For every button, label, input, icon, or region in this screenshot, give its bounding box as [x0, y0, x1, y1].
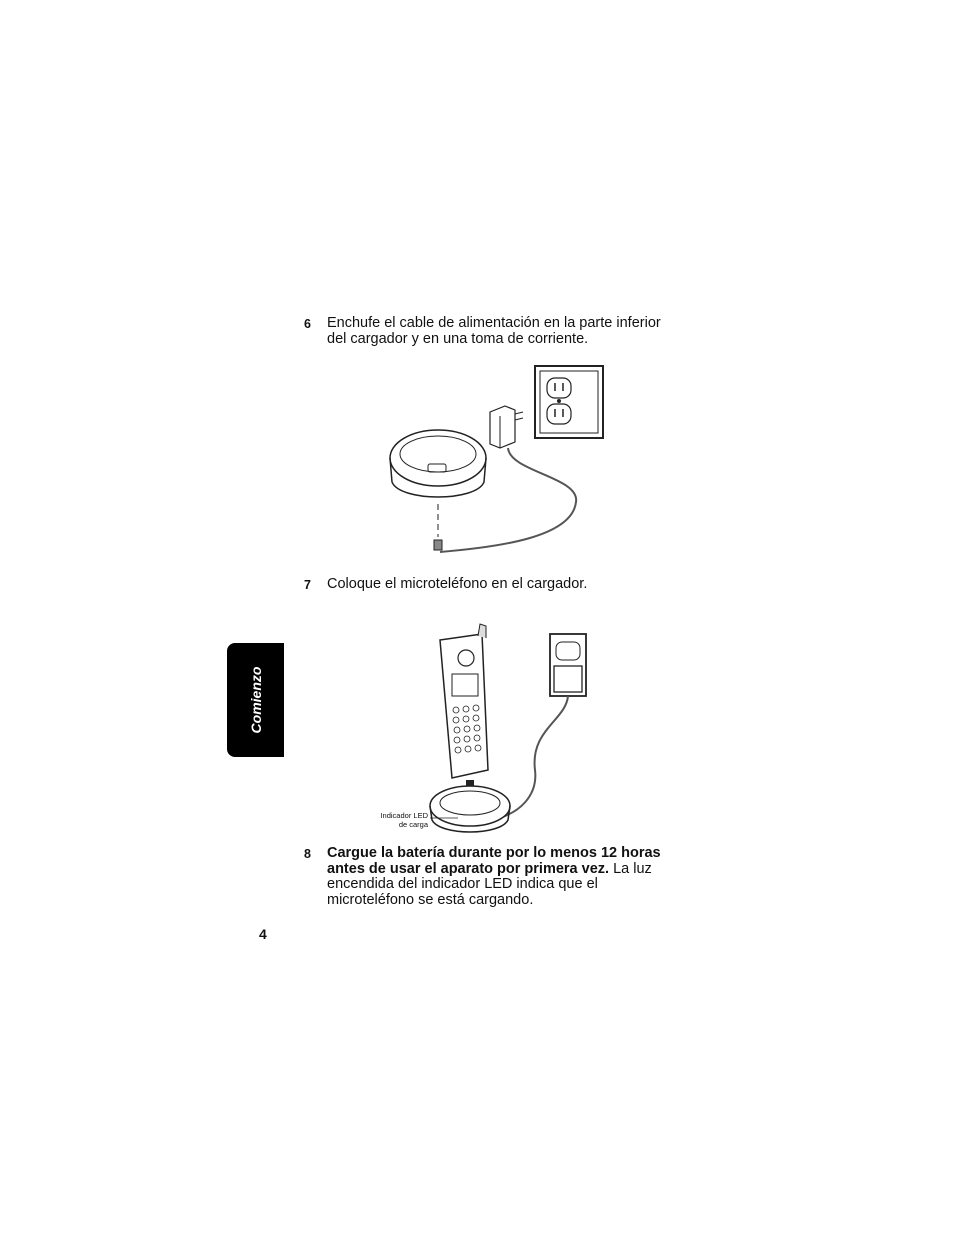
step-bold-text: Cargue la batería durante por lo menos 12 horas antes de usar el aparato por primera vez. — [327, 845, 661, 877]
section-tab — [227, 643, 284, 757]
charger-outlet-illustration — [380, 362, 610, 562]
led-label-line2: de carga — [398, 819, 428, 829]
led-label-line1: Indicador LED — [380, 811, 428, 820]
step-plain-text: La luz encendida del indicador LED indica que el microteléfono se está cargando. — [327, 860, 652, 908]
step-text: Coloque el microteléfono en el cargador. — [327, 576, 588, 592]
step-text: Enchufe el cable de alimentación en la parte inferior del cargador y en una toma de corriente. — [327, 315, 661, 347]
step-number: 8 — [304, 847, 311, 861]
section-tab-label: Comienzo — [247, 666, 264, 734]
led-indicator-label — [372, 812, 428, 829]
step-number: 6 — [304, 317, 311, 331]
step-text — [327, 846, 679, 908]
handset-charger-illustration — [370, 620, 600, 840]
page-number: 4 — [259, 926, 267, 942]
step-number: 7 — [304, 578, 311, 592]
